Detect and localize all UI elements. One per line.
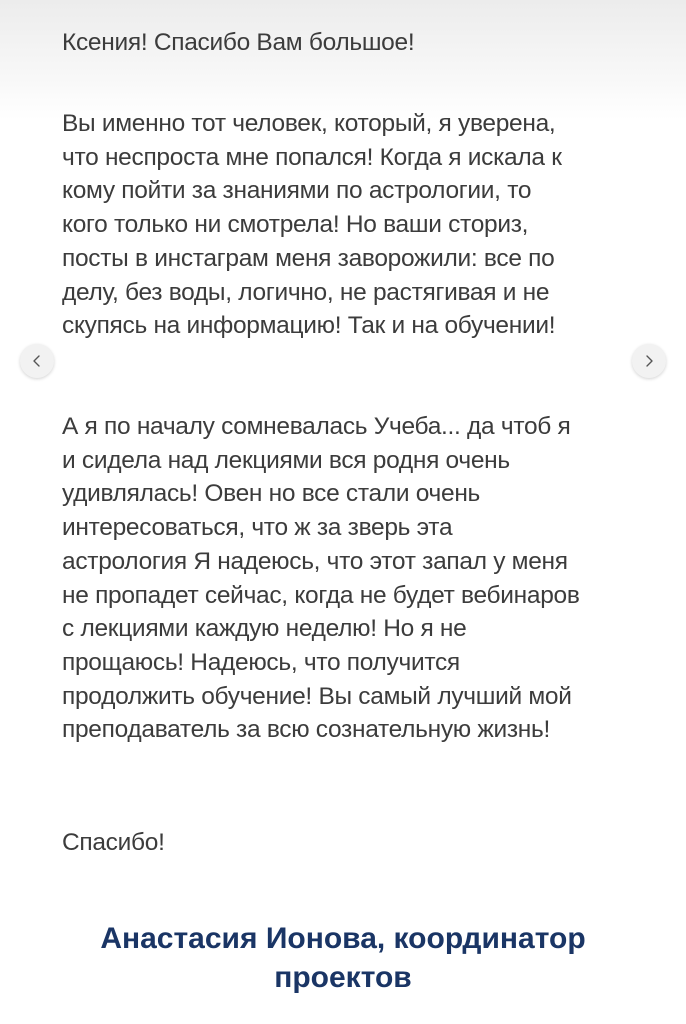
carousel-next-button[interactable] bbox=[632, 344, 666, 378]
review-paragraph-2: А я по началу сомневалась Учеба... да чтоб я и сидела над лекциями вся родня очень удивлялась! Овен но все стали очень интересоваться, что ж за зверь эта астрология Я надеюсь, что этот запал у меня не пропадет сейчас, когда не будет вебинаров с лекциями каждую неделю! Но я не прощаюсь! Надеюсь, что получится продолжить обучение! Вы самый лучший мой преподаватель за всю сознательную жизнь! bbox=[62, 413, 580, 744]
chevron-right-icon bbox=[642, 354, 656, 368]
review-author: Анастасия Ионова, координатор проектов bbox=[100, 922, 586, 994]
review-closing: Спасибо! bbox=[62, 829, 165, 856]
review-greeting: Ксения! Спасибо Вам большое! bbox=[62, 29, 415, 56]
carousel-prev-button[interactable] bbox=[20, 344, 54, 378]
review-paragraph-1: Вы именно тот человек, который, я уверена, что неспроста мне попался! Когда я искала к кому пойти за знаниями по астрологии, то кого только ни смотрела! Но ваши сториз, посты в инстаграм меня заворожили: все по делу, без воды, логично, не растягивая и не скупясь на информацию! Так и на обучении! bbox=[62, 110, 562, 340]
chevron-left-icon bbox=[30, 354, 44, 368]
